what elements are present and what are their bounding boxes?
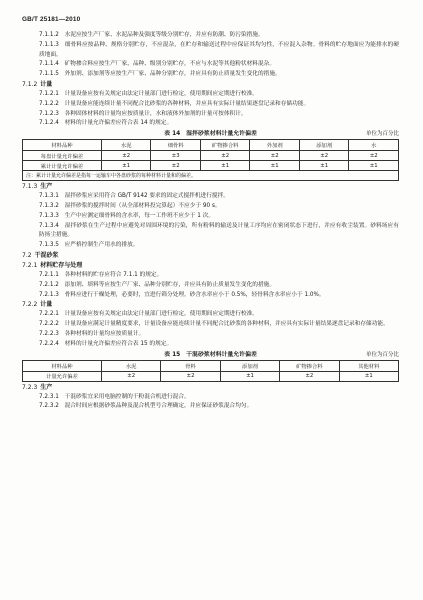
heading-number: 7.2.1 xyxy=(22,261,38,269)
clause-7-1-2-4: 7.1.2.4 材料的计量允许偏差应符合表 14 的规定。 xyxy=(39,120,173,127)
table-14-title: 表 14 湿拌砂浆材料计量允许偏差 xyxy=(164,131,257,138)
table-15-caption xyxy=(22,351,399,360)
clause-7-2-1-2: 7.2.1.2 添加剂、填料等应按生产厂家、品种分别贮存，并应具有防止质量发生变化的措施。 xyxy=(39,281,276,288)
table-14-caption xyxy=(22,130,399,139)
column-header: 矿物掺合料 xyxy=(280,360,339,371)
heading-7-1-3 xyxy=(22,182,399,192)
column-header: 水 xyxy=(349,140,399,151)
table-header-row xyxy=(23,140,399,151)
clause-7-2-3-1: 7.2.3.1 干混砂浆宜采用电脑控制的干粉混合机进行混合。 xyxy=(39,393,190,400)
clause-7-1-3-2: 7.1.3.2 湿拌砂浆的搅拌时间（从全部材料投完算起）不应少于 90 s。 xyxy=(39,202,221,209)
clause-7-1-3-3: 7.1.3.3 生产中应测定细骨料的含水率，每一工作班不应少于 1 次。 xyxy=(39,212,215,219)
table-cell: ±2 xyxy=(101,371,160,381)
table-14-unit: 单位为百分比 xyxy=(365,131,399,138)
heading-7-2-1 xyxy=(22,261,399,271)
table-row xyxy=(23,151,399,161)
table-row xyxy=(23,371,399,381)
heading-7-1-2 xyxy=(22,80,399,90)
table-cell: ±3 xyxy=(151,151,201,161)
table-cell: ±1 xyxy=(220,371,279,381)
column-header: 水泥 xyxy=(101,360,160,371)
table-15-title: 表 15 干混砂浆材料计量允许偏差 xyxy=(164,351,257,358)
column-header: 材料品种 xyxy=(23,140,102,151)
table-cell: ±1 xyxy=(250,161,300,171)
table-14-note: 注：累计计量允许偏差是指每一运输车中各盘砂浆的每种材料计量和的偏差。 xyxy=(23,171,399,181)
clause-7-1-3-5: 7.1.3.5 应严格控制生产用水的排放。 xyxy=(39,242,139,249)
column-header: 添加剂 xyxy=(220,360,279,371)
heading-text: 计量 xyxy=(40,301,53,309)
table-cell: ±2 xyxy=(151,161,201,171)
heading-number: 7.1.3 xyxy=(22,183,38,191)
table-cell: ±2 xyxy=(101,151,151,161)
clause-7-1-1-3: 7.1.1.3 细骨料应按品种、规格分别贮存，不应混杂，在贮存和输送过程中应保证其均匀性，不应混入杂物。骨料的贮存地面应为能排水的硬质地面。 xyxy=(39,41,399,58)
column-header: 细骨料 xyxy=(151,140,201,151)
heading-number: 7.1.2 xyxy=(22,80,38,88)
clause-7-1-1-5: 7.1.1.5 外加剂、添加剂等应按生产厂家、品种分别贮存，并应具有防止质量发生变化的措施。 xyxy=(39,71,281,78)
column-header: 材料品种 xyxy=(23,360,102,371)
table-cell: ±2 xyxy=(250,151,300,161)
column-header: 添加剂 xyxy=(299,140,349,151)
clause-7-2-2-1: 7.2.2.1 计量设备应按有关规定由法定计量部门进行检定，使用期间应定期进行校准。 xyxy=(39,311,258,318)
table-14 xyxy=(22,139,399,181)
table-cell: ±1 xyxy=(339,371,398,381)
table-cell: ±2 xyxy=(280,371,339,381)
table-row xyxy=(23,161,399,171)
table-cell: ±2 xyxy=(349,151,399,161)
clause-7-1-2-3: 7.1.2.3 各种固体材料的计量均应按质量计，水和液体外加剂的计量可按体积计。 xyxy=(39,110,247,117)
clause-7-1-2-1: 7.1.2.1 计量设备应按有关规定由法定计量部门进行检定，使用期间应定期进行校准。 xyxy=(39,90,258,97)
heading-text: 生产 xyxy=(40,383,53,391)
clause-7-2-1-3: 7.2.1.3 骨料应进行干燥处理，必要时，宜进行筛分处理。砂含水率应小于 0.5%，轻骨料含水率应小于 1.0%。 xyxy=(39,291,325,298)
column-header: 矿物掺合料 xyxy=(200,140,250,151)
table-cell: ±2 xyxy=(200,151,250,161)
table-cell: ±2 xyxy=(299,151,349,161)
row-label: 累计计量允许偏差 xyxy=(23,161,102,171)
table-header-row xyxy=(23,360,399,371)
heading-7-2-2 xyxy=(22,300,399,310)
clause-7-1-1-2: 7.1.1.2 水泥应按生产厂家、水泥品种及强度等级分别贮存，并应有防潮、防污染措施。 xyxy=(39,32,264,38)
heading-number: 7.2.3 xyxy=(22,383,38,391)
clause-7-2-2-2: 7.2.2.2 计量设备应满足计量精度要求，计量设备应能连续计量不同配合比砂浆的各种材料，并应具有实际计量结果逐盘记录和存储功能。 xyxy=(39,321,389,328)
clause-7-2-2-3: 7.2.2.3 各种材料的计量均应按质量计。 xyxy=(39,330,145,337)
heading-text: 生产 xyxy=(40,183,53,191)
clause-7-2-3-2: 7.2.3.2 混合时间应根据砂浆品种及混合机型号合理确定，并应保证砂浆混合均匀。 xyxy=(39,403,253,410)
table-cell: ±2 xyxy=(161,371,220,381)
clause-7-2-1-1: 7.2.1.1 各种材料的贮存应符合 7.1.1 的规定。 xyxy=(39,271,163,278)
table-15 xyxy=(22,360,399,382)
table-cell: ±1 xyxy=(349,161,399,171)
table-cell: ±1 xyxy=(200,161,250,171)
clause-7-2-2-4: 7.2.2.4 材料的计量允许偏差应符合表 15 的规定。 xyxy=(39,340,173,347)
heading-text: 计量 xyxy=(40,80,53,88)
row-label: 计量允许偏差 xyxy=(23,371,102,381)
heading-text: 材料贮存与处理 xyxy=(40,261,83,269)
table-15-unit: 单位为百分比 xyxy=(365,351,399,358)
clause-7-1-3-1: 7.1.3.1 湿拌砂浆应采用符合 GB/T 9142 要求的固定式搅拌机进行搅拌。 xyxy=(39,193,229,200)
table-note-row xyxy=(23,171,399,181)
heading-text: 干混砂浆 xyxy=(34,251,59,259)
heading-7-2 xyxy=(22,251,399,261)
row-label: 每盘计量允许偏差 xyxy=(23,151,102,161)
heading-number: 7.2 xyxy=(22,251,32,259)
column-header: 骨料 xyxy=(161,360,220,371)
heading-7-2-3 xyxy=(22,383,399,393)
clause-7-1-3-4: 7.1.3.4 湿拌砂浆在生产过程中应避免对周围环境的污染，所有粉料的输送及计量工序均应在密闭状态下进行，并应有收尘装置。砂料场应有防扬尘措施。 xyxy=(39,222,399,239)
column-header: 其他材料 xyxy=(339,360,398,371)
clause-7-1-2-2: 7.1.2.2 计量设备应能连续计量不同配合比砂浆的各种材料，并应具有实际计量结果逐盘记录和存储功能。 xyxy=(39,100,310,107)
table-cell: ±1 xyxy=(299,161,349,171)
column-header: 外加剂 xyxy=(250,140,300,151)
clause-7-1-1-4: 7.1.1.4 矿物掺合料应按生产厂家、品种、级别分别贮存，不应与水泥等其他粉状材料混杂。 xyxy=(39,61,276,68)
table-cell: ±1 xyxy=(101,161,151,171)
heading-number: 7.2.2 xyxy=(22,301,38,309)
column-header: 水泥 xyxy=(101,140,151,151)
standard-number: GB/T 25181—2010 xyxy=(22,16,81,23)
